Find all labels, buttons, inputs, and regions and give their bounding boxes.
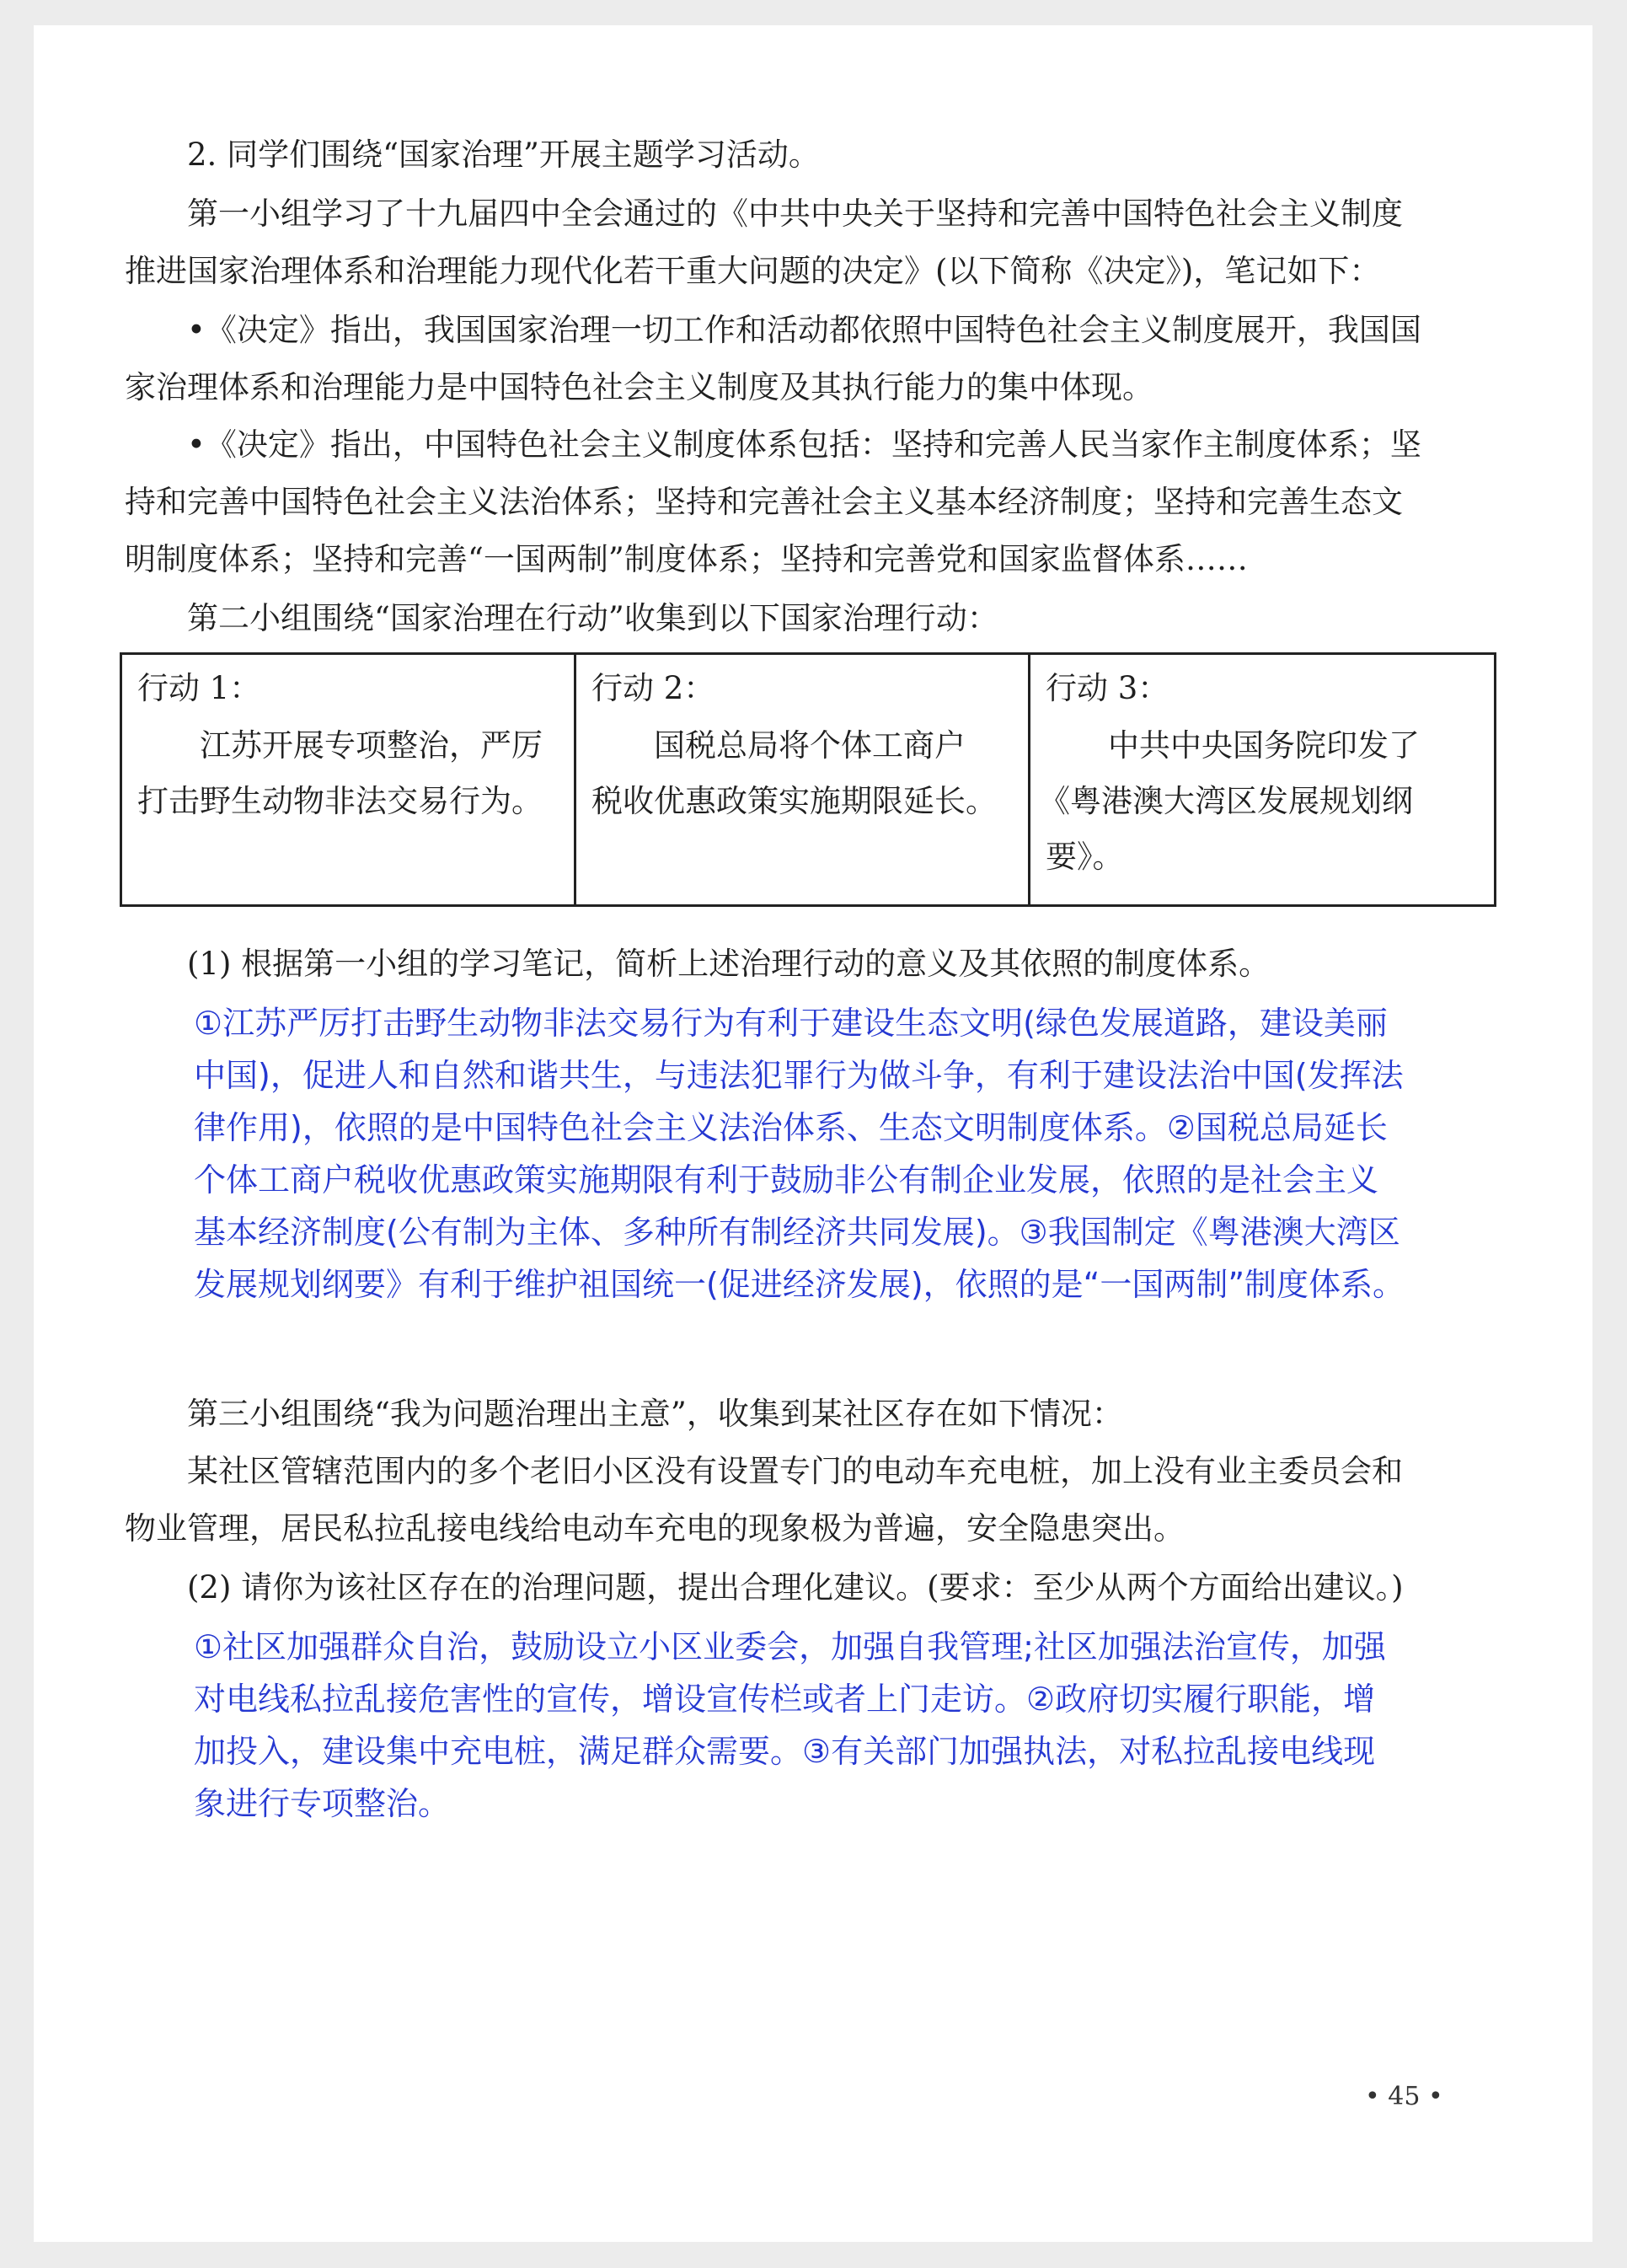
action-3-label: 行动 3： — [1046, 670, 1169, 706]
note2-line-2: 持和完善中国特色社会主义法治体系；坚持和完善社会主义基本经济制度；坚持和完善生态文 — [125, 484, 1403, 520]
action-cell-3 — [1030, 654, 1496, 906]
group2-intro: 第二小组围绕“国家治理在行动”收集到以下国家治理行动： — [187, 600, 998, 636]
group3-intro: 第三小组围绕“我为问题治理出主意”，收集到某社区存在如下情况： — [187, 1396, 1123, 1432]
action-3-line-1: 中共中央国务院印发了 — [1108, 727, 1420, 764]
actions-table — [120, 652, 1496, 907]
q1-answer-line-6: 发展规划纲要》有利于维护祖国统一(促进经济发展)，依照的是“一国两制”制度体系。 — [194, 1266, 1405, 1303]
q2-answer-line-4: 象进行专项整治。 — [194, 1785, 451, 1822]
action-cell-1 — [121, 654, 575, 906]
situation-line-1: 某社区管辖范围内的多个老旧小区没有设置专门的电动车充电桩，加上没有业主委员会和 — [187, 1453, 1403, 1489]
note2-line-3: 明制度体系；坚持和完善“一国两制”制度体系；坚持和完善党和国家监督体系…… — [125, 541, 1248, 577]
q2-answer-line-3: 加投入，建设集中充电桩，满足群众需要。③有关部门加强执法，对私拉乱接电线现 — [194, 1733, 1376, 1770]
situation-line-2: 物业管理，居民私拉乱接电线给电动车充电的现象极为普遍，安全隐患突出。 — [125, 1510, 1185, 1547]
q1-answer-line-2: 中国)，促进人和自然和谐共生，与违法犯罪行为做斗争，有利于建设法治中国(发挥法 — [194, 1057, 1404, 1094]
action-1-line-2: 打击野生动物非法交易行为。 — [137, 783, 543, 819]
q1-answer-line-4: 个体工商户税收优惠政策实施期限有利于鼓励非公有制企业发展，依照的是社会主义 — [194, 1161, 1379, 1198]
action-2-line-1: 国税总局将个体工商户 — [654, 727, 966, 764]
note1-line-2: 家治理体系和治理能力是中国特色社会主义制度及其执行能力的集中体现。 — [125, 369, 1153, 405]
q2-answer-line-2: 对电线私拉乱接危害性的宣传，增设宣传栏或者上门走访。②政府切实履行职能，增 — [194, 1681, 1376, 1718]
action-3-line-2: 《粤港澳大湾区发展规划纲 — [1039, 783, 1413, 819]
q2-prompt: (2) 请你为该社区存在的治理问题，提出合理化建议。(要求：至少从两个方面给出建议。) — [187, 1569, 1404, 1606]
q1-answer-line-3: 律作用)，依照的是中国特色社会主义法治体系、生态文明制度体系。②国税总局延长 — [194, 1109, 1388, 1146]
workbook-page — [34, 25, 1592, 2242]
q2-answer-line-1: ①社区加强群众自治，鼓励设立小区业委会，加强自我管理;社区加强法治宣传，加强 — [194, 1628, 1386, 1665]
table-row — [121, 654, 1496, 906]
page-number: • 45 • — [1365, 2082, 1443, 2111]
group1-intro-line-1: 第一小组学习了十九届四中全会通过的《中共中央关于坚持和完善中国特色社会主义制度 — [187, 196, 1403, 232]
action-1-label: 行动 1： — [137, 670, 261, 706]
question-title: 2. 同学们围绕“国家治理”开展主题学习活动。 — [187, 137, 820, 173]
group1-intro-line-2: 推进国家治理体系和治理能力现代化若干重大问题的决定》(以下简称《决定》)，笔记如下： — [125, 253, 1381, 289]
q1-prompt: (1) 根据第一小组的学习笔记，简析上述治理行动的意义及其依照的制度体系。 — [187, 946, 1271, 982]
action-cell-2 — [575, 654, 1030, 906]
q1-answer-line-5: 基本经济制度(公有制为主体、多种所有制经济共同发展)。③我国制定《粤港澳大湾区 — [194, 1214, 1400, 1251]
note1-line-1: •《决定》指出，我国国家治理一切工作和活动都依照中国特色社会主义制度展开，我国国 — [187, 312, 1421, 348]
action-3-line-3: 要》。 — [1046, 839, 1124, 875]
action-2-label: 行动 2： — [591, 670, 715, 706]
action-2-line-2: 税收优惠政策实施期限延长。 — [591, 783, 997, 819]
action-1-line-1: 江苏开展专项整治，严厉 — [200, 727, 543, 764]
note2-line-1: •《决定》指出，中国特色社会主义制度体系包括：坚持和完善人民当家作主制度体系；坚 — [187, 426, 1421, 463]
q1-answer-line-1: ①江苏严厉打击野生动物非法交易行为有利于建设生态文明(绿色发展道路，建设美丽 — [194, 1005, 1388, 1042]
